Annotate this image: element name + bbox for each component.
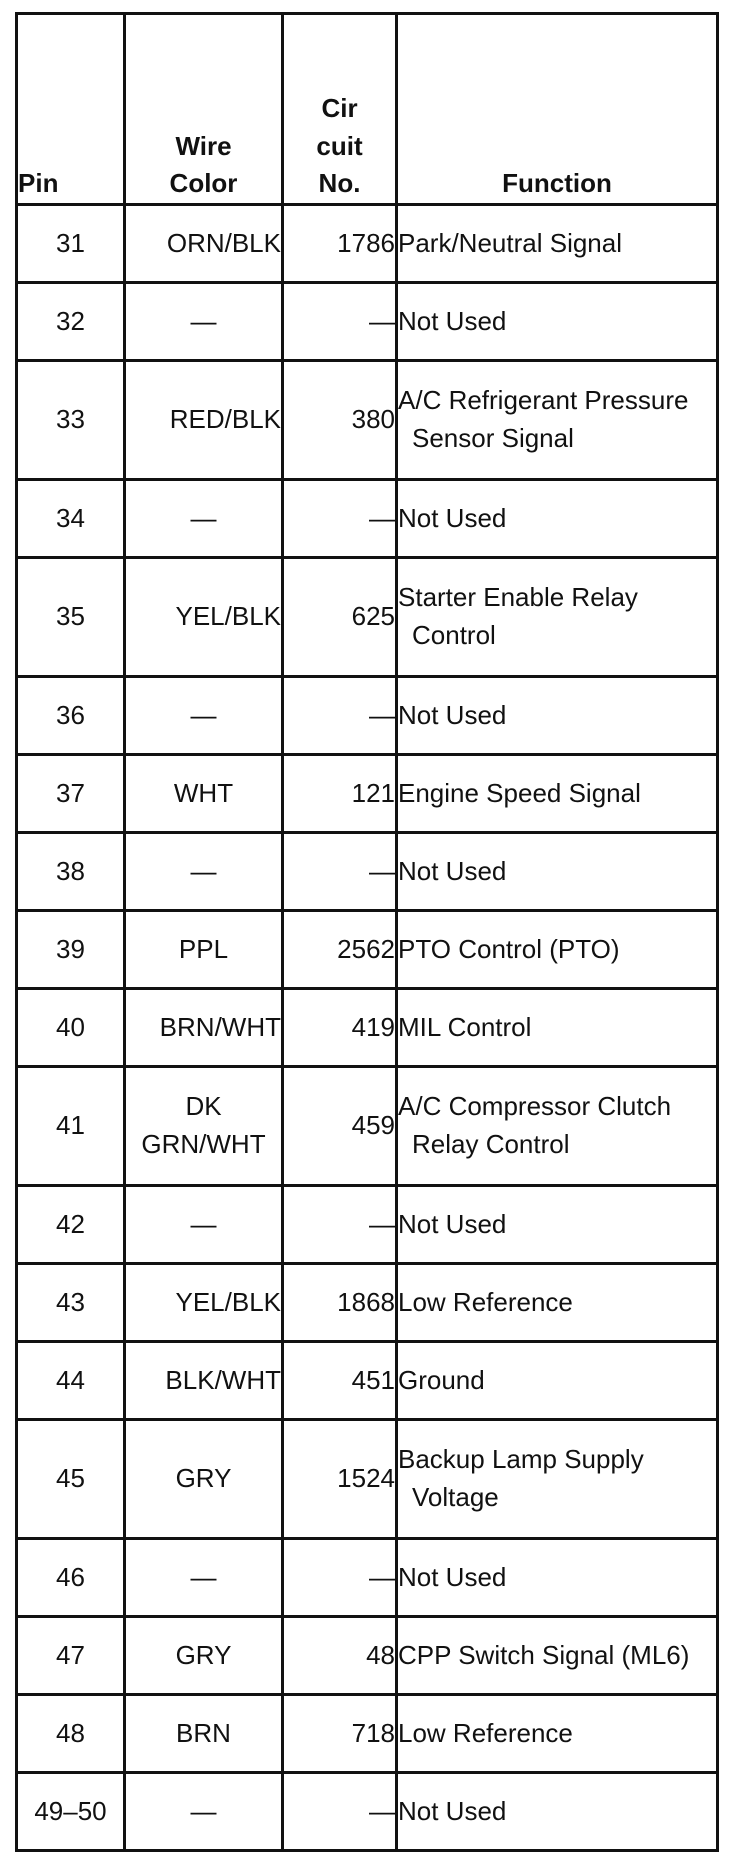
function-text-line: A/C Compressor Clutch — [398, 1091, 672, 1122]
function-text-line: PTO Control (PTO) — [398, 933, 620, 964]
pin-cell: 38 — [17, 833, 125, 911]
function-text-line: Not Used — [398, 305, 507, 336]
table-row — [17, 833, 718, 911]
wire-color-cell: WHT — [125, 755, 283, 833]
pin-cell: 33 — [17, 361, 125, 480]
function-cell — [397, 361, 718, 480]
table-header — [17, 14, 718, 205]
pin-cell: 39 — [17, 911, 125, 989]
circuit-number-cell: 459 — [283, 1067, 397, 1186]
function-text-line: A/C Refrigerant Pressure — [398, 385, 689, 416]
function-cell — [397, 1539, 718, 1617]
function-text-line: Relay Control — [412, 1129, 570, 1159]
function-text-line: Not Used — [398, 502, 507, 533]
table-row — [17, 361, 718, 480]
table-row — [17, 558, 718, 677]
header-circuit-number: Cir cuit No. — [283, 14, 397, 205]
header-pin: Pin — [17, 14, 125, 205]
table-row — [17, 1695, 718, 1773]
wire-color-cell: — — [125, 833, 283, 911]
circuit-number-cell: — — [283, 1539, 397, 1617]
pin-cell: 44 — [17, 1342, 125, 1420]
function-cell — [397, 1695, 718, 1773]
table-row — [17, 911, 718, 989]
circuit-number-cell: 380 — [283, 361, 397, 480]
circuit-number-cell: — — [283, 833, 397, 911]
table-row — [17, 1617, 718, 1695]
wire-color-cell: RED/BLK — [125, 361, 283, 480]
function-cell — [397, 1186, 718, 1264]
function-text-line: MIL Control — [398, 1011, 532, 1042]
function-text-line: Starter Enable Relay — [398, 582, 638, 613]
circuit-number-cell: 419 — [283, 989, 397, 1067]
table-row — [17, 755, 718, 833]
function-text-line: Ground — [398, 1364, 485, 1395]
wire-color-cell: BRN/WHT — [125, 989, 283, 1067]
function-cell — [397, 989, 718, 1067]
table-body — [17, 205, 718, 1851]
wire-color-cell: ORN/BLK — [125, 205, 283, 283]
function-text-line: Voltage — [412, 1482, 499, 1512]
function-cell — [397, 911, 718, 989]
function-text-line: Not Used — [398, 1561, 507, 1592]
function-text-line: Not Used — [398, 699, 507, 730]
function-text-line: Low Reference — [398, 1717, 573, 1748]
function-text-line: Control — [412, 620, 496, 650]
function-text-line: Sensor Signal — [412, 423, 574, 453]
circuit-number-cell: 2562 — [283, 911, 397, 989]
wire-color-cell: DK GRN/WHT — [125, 1067, 283, 1186]
circuit-number-cell: 121 — [283, 755, 397, 833]
pin-function-table — [15, 12, 719, 1852]
table-row — [17, 1539, 718, 1617]
function-cell — [397, 1067, 718, 1186]
circuit-number-cell: — — [283, 480, 397, 558]
function-text-line: Backup Lamp Supply — [398, 1444, 644, 1475]
pin-cell: 43 — [17, 1264, 125, 1342]
function-cell — [397, 1420, 718, 1539]
function-cell — [397, 755, 718, 833]
pin-cell: 36 — [17, 677, 125, 755]
circuit-number-cell: — — [283, 283, 397, 361]
circuit-number-cell: 718 — [283, 1695, 397, 1773]
table-row — [17, 1773, 718, 1851]
circuit-number-cell: 625 — [283, 558, 397, 677]
wire-color-cell: — — [125, 1186, 283, 1264]
function-text-line: Not Used — [398, 1795, 507, 1826]
pin-cell: 46 — [17, 1539, 125, 1617]
circuit-number-cell: — — [283, 1773, 397, 1851]
pin-cell: 40 — [17, 989, 125, 1067]
table-row — [17, 677, 718, 755]
wire-color-cell: — — [125, 283, 283, 361]
wire-color-cell: YEL/BLK — [125, 1264, 283, 1342]
table-row — [17, 1186, 718, 1264]
pin-cell: 47 — [17, 1617, 125, 1695]
function-cell — [397, 1773, 718, 1851]
function-text-line: Not Used — [398, 855, 507, 886]
function-cell — [397, 1617, 718, 1695]
pin-cell: 45 — [17, 1420, 125, 1539]
function-text-line: CPP Switch Signal (ML6) — [398, 1639, 690, 1670]
function-cell — [397, 677, 718, 755]
wire-color-cell: YEL/BLK — [125, 558, 283, 677]
wire-color-cell: — — [125, 1539, 283, 1617]
function-cell — [397, 283, 718, 361]
function-cell — [397, 1342, 718, 1420]
circuit-number-cell: — — [283, 1186, 397, 1264]
wire-color-cell: BLK/WHT — [125, 1342, 283, 1420]
table-row — [17, 1420, 718, 1539]
pin-cell: 42 — [17, 1186, 125, 1264]
table-row — [17, 283, 718, 361]
function-text-line: Not Used — [398, 1208, 507, 1239]
pin-cell: 41 — [17, 1067, 125, 1186]
function-text-line: Park/Neutral Signal — [398, 227, 622, 258]
header-wire-color: Wire Color — [125, 14, 283, 205]
circuit-number-cell: 1786 — [283, 205, 397, 283]
function-text-line: Engine Speed Signal — [398, 777, 641, 808]
circuit-number-cell: 1524 — [283, 1420, 397, 1539]
pin-cell: 35 — [17, 558, 125, 677]
table-row — [17, 1264, 718, 1342]
pin-cell: 48 — [17, 1695, 125, 1773]
circuit-number-cell: 1868 — [283, 1264, 397, 1342]
wire-color-cell: GRY — [125, 1420, 283, 1539]
function-cell — [397, 558, 718, 677]
pin-cell: 37 — [17, 755, 125, 833]
wire-color-cell: — — [125, 1773, 283, 1851]
table-row — [17, 205, 718, 283]
wire-color-cell: — — [125, 677, 283, 755]
header-function: Function — [397, 14, 718, 205]
function-text-line: Low Reference — [398, 1286, 573, 1317]
pin-cell: 34 — [17, 480, 125, 558]
table-row — [17, 480, 718, 558]
circuit-number-cell: 451 — [283, 1342, 397, 1420]
wire-color-cell: — — [125, 480, 283, 558]
function-cell — [397, 205, 718, 283]
table-row — [17, 989, 718, 1067]
pin-cell: 49–50 — [17, 1773, 125, 1851]
pin-cell: 32 — [17, 283, 125, 361]
wire-color-cell: GRY — [125, 1617, 283, 1695]
wire-color-cell: PPL — [125, 911, 283, 989]
table-row — [17, 1067, 718, 1186]
function-cell — [397, 833, 718, 911]
wire-color-cell: BRN — [125, 1695, 283, 1773]
function-cell — [397, 1264, 718, 1342]
circuit-number-cell: 48 — [283, 1617, 397, 1695]
function-cell — [397, 480, 718, 558]
pin-cell: 31 — [17, 205, 125, 283]
circuit-number-cell: — — [283, 677, 397, 755]
table-row — [17, 1342, 718, 1420]
